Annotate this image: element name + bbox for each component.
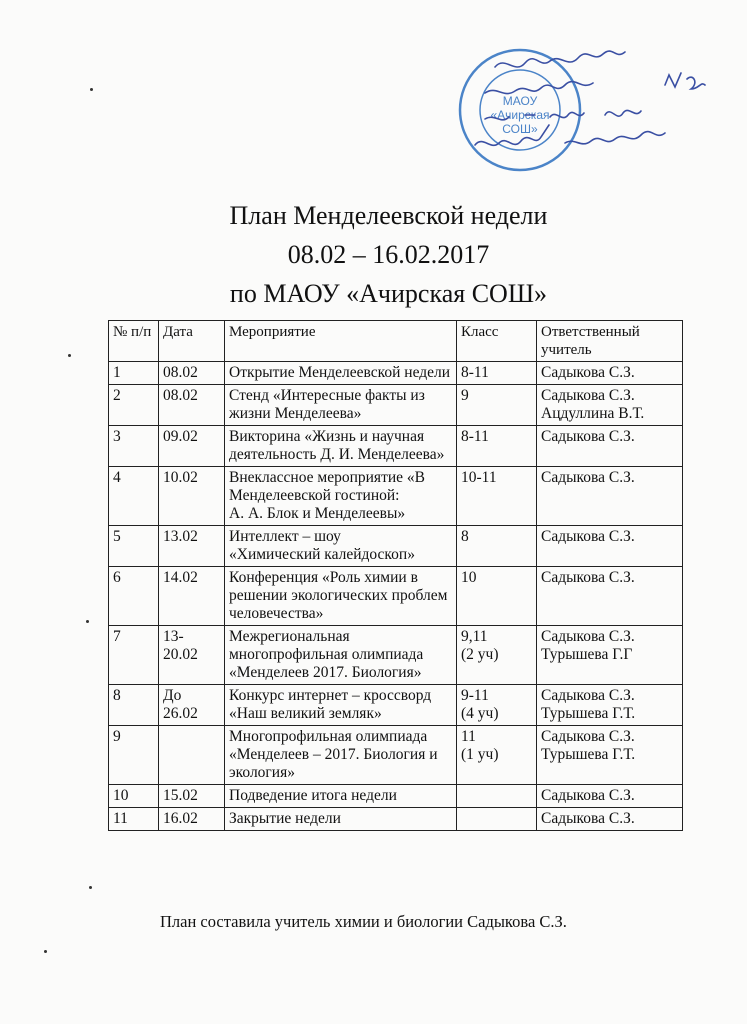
cell-teacher: Садыкова С.З.	[537, 526, 683, 567]
svg-text:СОШ»: СОШ»	[502, 122, 538, 136]
cell-event: Подведение итога недели	[225, 785, 457, 808]
cell-teacher: Садыкова С.З.	[537, 567, 683, 626]
cell-event: Межрегиональная многопрофильная олимпиада «Менделеев 2017. Биология»	[225, 626, 457, 685]
table-row	[109, 726, 683, 785]
cell-event: Конкурс интернет – кроссворд «Наш великий земляк»	[225, 685, 457, 726]
cell-teacher: Садыкова С.З.	[537, 785, 683, 808]
document-title	[0, 196, 747, 313]
cell-num: 3	[109, 426, 159, 467]
scan-speck	[86, 620, 89, 623]
cell-date: 10.02	[159, 467, 225, 526]
cell-teacher: Садыкова С.З.	[537, 808, 683, 831]
cell-event: Закрытие недели	[225, 808, 457, 831]
header-teacher: Ответственный учитель	[537, 321, 683, 362]
scan-speck	[89, 886, 92, 889]
cell-event: Интеллект – шоу «Химический калейдоскоп»	[225, 526, 457, 567]
cell-class: 9-11 (4 уч)	[457, 685, 537, 726]
header-class: Класс	[457, 321, 537, 362]
scan-speck	[68, 354, 71, 357]
cell-date: 16.02	[159, 808, 225, 831]
cell-class	[457, 785, 537, 808]
table-row	[109, 685, 683, 726]
plan-table	[108, 320, 683, 831]
cell-num: 4	[109, 467, 159, 526]
cell-num: 10	[109, 785, 159, 808]
cell-class: 8-11	[457, 362, 537, 385]
cell-date: До 26.02	[159, 685, 225, 726]
cell-class: 10-11	[457, 467, 537, 526]
table-row	[109, 362, 683, 385]
header-event: Мероприятие	[225, 321, 457, 362]
cell-num: 8	[109, 685, 159, 726]
header-date: Дата	[159, 321, 225, 362]
cell-num: 6	[109, 567, 159, 626]
cell-num: 7	[109, 626, 159, 685]
footer-note: План составила учитель химии и биологии Садыкова С.З.	[160, 912, 567, 931]
table-header-row	[109, 321, 683, 362]
approval-signature-block	[455, 45, 740, 205]
cell-class: 11 (1 уч)	[457, 726, 537, 785]
cell-num: 1	[109, 362, 159, 385]
cell-num: 5	[109, 526, 159, 567]
table-row	[109, 385, 683, 426]
table-row	[109, 467, 683, 526]
cell-teacher: Садыкова С.З. Ацдуллина В.Т.	[537, 385, 683, 426]
svg-text:«Ачирская: «Ачирская	[490, 108, 550, 122]
header-num: № п/п	[109, 321, 159, 362]
cell-date: 08.02	[159, 385, 225, 426]
table-row	[109, 808, 683, 831]
cell-event: Викторина «Жизнь и научная деятельность Д. И. Менделеева»	[225, 426, 457, 467]
table-row	[109, 785, 683, 808]
cell-num: 11	[109, 808, 159, 831]
cell-event: Стенд «Интересные факты из жизни Менделеева»	[225, 385, 457, 426]
table-row	[109, 526, 683, 567]
cell-num: 2	[109, 385, 159, 426]
cell-class: 10	[457, 567, 537, 626]
title-line-1: План Менделеевской недели	[229, 201, 548, 230]
handwritten-approval	[455, 45, 740, 165]
cell-event: Внеклассное мероприятие «В Менделеевской гостиной: А. А. Блок и Менделеевы»	[225, 467, 457, 526]
cell-class: 9,11 (2 уч)	[457, 626, 537, 685]
cell-event: Конференция «Роль химии в решении экологических проблем человечества»	[225, 567, 457, 626]
table-row	[109, 626, 683, 685]
table-row	[109, 567, 683, 626]
cell-event: Многопрофильная олимпиада «Менделеев – 2017. Биология и экология»	[225, 726, 457, 785]
cell-num: 9	[109, 726, 159, 785]
cell-class: 8	[457, 526, 537, 567]
title-line-3: по МАОУ «Ачирская СОШ»	[229, 279, 548, 308]
title-line-2: 08.02 – 16.02.2017	[287, 240, 490, 269]
cell-teacher: Садыкова С.З. Турышева Г.Г	[537, 626, 683, 685]
cell-teacher: Садыкова С.З. Турышева Г.Т.	[537, 726, 683, 785]
cell-teacher: Садыкова С.З.	[537, 362, 683, 385]
cell-class: 9	[457, 385, 537, 426]
cell-date: 15.02	[159, 785, 225, 808]
cell-date	[159, 726, 225, 785]
cell-event: Открытие Менделеевской недели	[225, 362, 457, 385]
scan-speck	[44, 950, 47, 953]
cell-date: 13.02	[159, 526, 225, 567]
svg-text:МАОУ: МАОУ	[502, 94, 538, 108]
scan-speck	[90, 88, 93, 91]
cell-teacher: Садыкова С.З.	[537, 426, 683, 467]
cell-teacher: Садыкова С.З.	[537, 467, 683, 526]
cell-date: 14.02	[159, 567, 225, 626]
cell-date: 09.02	[159, 426, 225, 467]
cell-teacher: Садыкова С.З. Турышева Г.Т.	[537, 685, 683, 726]
table-row	[109, 426, 683, 467]
cell-date: 13- 20.02	[159, 626, 225, 685]
cell-class: 8-11	[457, 426, 537, 467]
cell-class	[457, 808, 537, 831]
cell-date: 08.02	[159, 362, 225, 385]
